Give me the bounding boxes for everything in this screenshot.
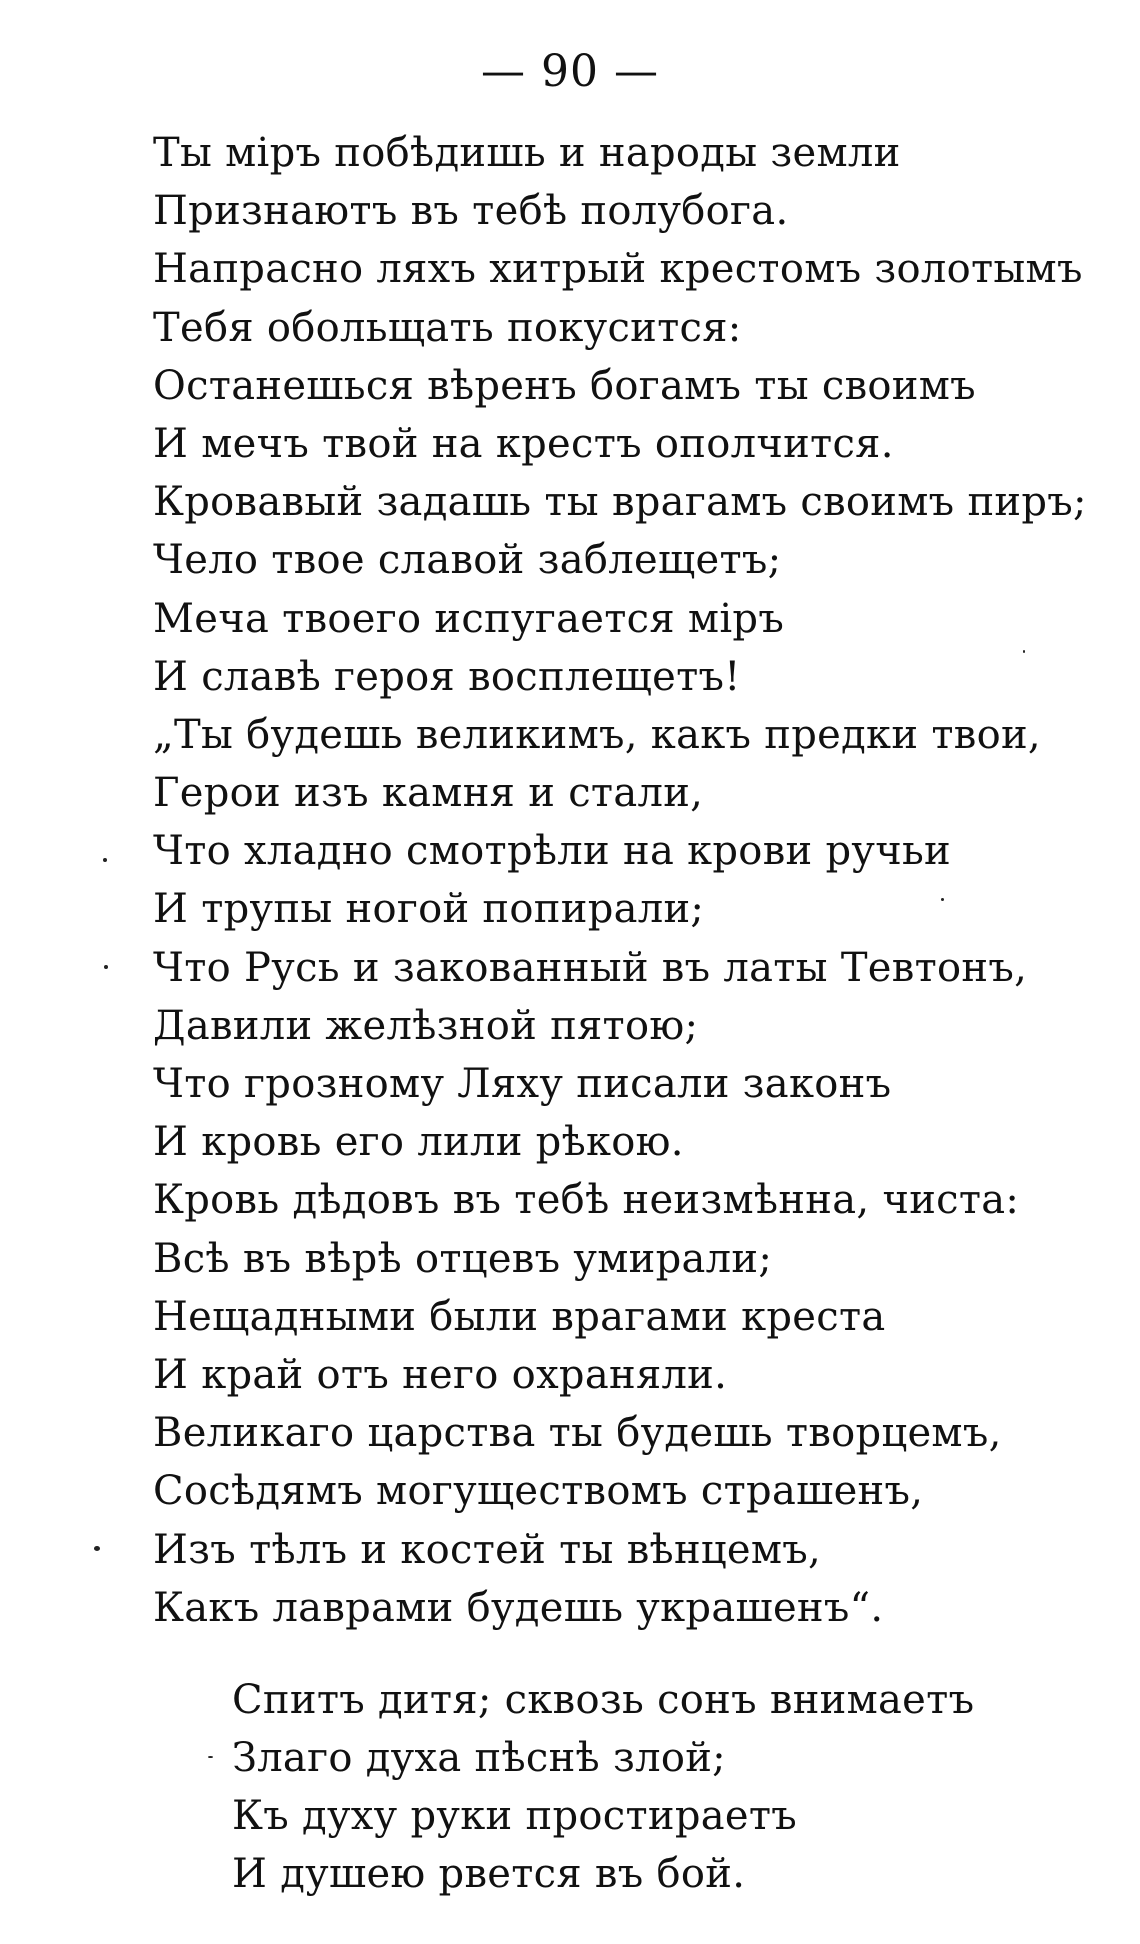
poem-line: Герои изъ камня и стали,	[153, 770, 704, 817]
poem-line: Великаго царства ты будешь творцемъ,	[153, 1410, 1002, 1457]
poem-line: Злаго духа пѣснѣ злой;	[232, 1735, 726, 1781]
poem-line: И мечъ твой на крестъ ополчится.	[153, 420, 894, 467]
poem-line: Останешься вѣренъ богамъ ты своимъ	[153, 362, 976, 409]
poem-line: Всѣ въ вѣрѣ отцевъ умирали;	[153, 1235, 773, 1282]
poem-line: И кровь его лили рѣкою.	[153, 1119, 684, 1166]
scan-speck	[94, 1546, 100, 1551]
poem-line: Давили желѣзной пятою;	[153, 1002, 699, 1049]
poem-line: „Ты будешь великимъ, какъ предки твои,	[153, 711, 1041, 758]
scan-speck	[1023, 650, 1025, 653]
poem-line: Меча твоего испугается міръ	[153, 595, 785, 642]
poem-line: Что грозному Ляху писали законъ	[153, 1061, 892, 1107]
poem-line: Какъ лаврами будешь украшенъ“.	[153, 1584, 884, 1631]
poem-line: Напрасно ляхъ хитрый крестомъ золотымъ	[153, 246, 1083, 293]
poem-line: Что Русь и закованный въ латы Тевтонъ,	[153, 944, 1028, 991]
poem-line: И край отъ него охраняли.	[153, 1351, 728, 1398]
poem-line: Кровавый задашь ты врагамъ своимъ пиръ;	[153, 479, 1087, 526]
poem-line: Признаютъ въ тебѣ полубога.	[153, 188, 789, 235]
poem-stanza-second	[232, 1671, 974, 1903]
scan-speck	[941, 898, 944, 901]
poem-line: Нещадными были врагами креста	[153, 1293, 886, 1340]
scan-speck	[103, 858, 107, 862]
poem-line: Къ духу руки простираетъ	[232, 1793, 798, 1839]
poem-line: И душею рвется въ бой.	[232, 1851, 746, 1897]
poem-stanza-main	[153, 124, 1087, 1637]
scan-speck	[104, 965, 108, 969]
page-number: — 90 —	[481, 46, 659, 97]
poem-line: Ты міръ побѣдишь и народы земли	[153, 130, 901, 176]
poem-line: И трупы ногой попирали;	[153, 886, 705, 933]
poem-line: Чело твое славой заблещетъ;	[153, 537, 782, 584]
scan-speck	[208, 1756, 213, 1758]
poem-line: Изъ тѣлъ и костей ты вѣнцемъ,	[153, 1526, 822, 1573]
poem-line: Сосѣдямъ могуществомъ страшенъ,	[153, 1468, 924, 1515]
poem-line: Тебя обольщать покусится:	[153, 304, 742, 351]
poem-line: Спитъ дитя; сквозь сонъ внимаетъ	[232, 1677, 975, 1723]
poem-line: И славѣ героя восплещетъ!	[153, 653, 741, 700]
poem-line: Что хладно смотрѣли на крови ручьи	[153, 828, 952, 875]
poem-line: Кровь дѣдовъ въ тебѣ неизмѣнна, чиста:	[153, 1177, 1020, 1224]
